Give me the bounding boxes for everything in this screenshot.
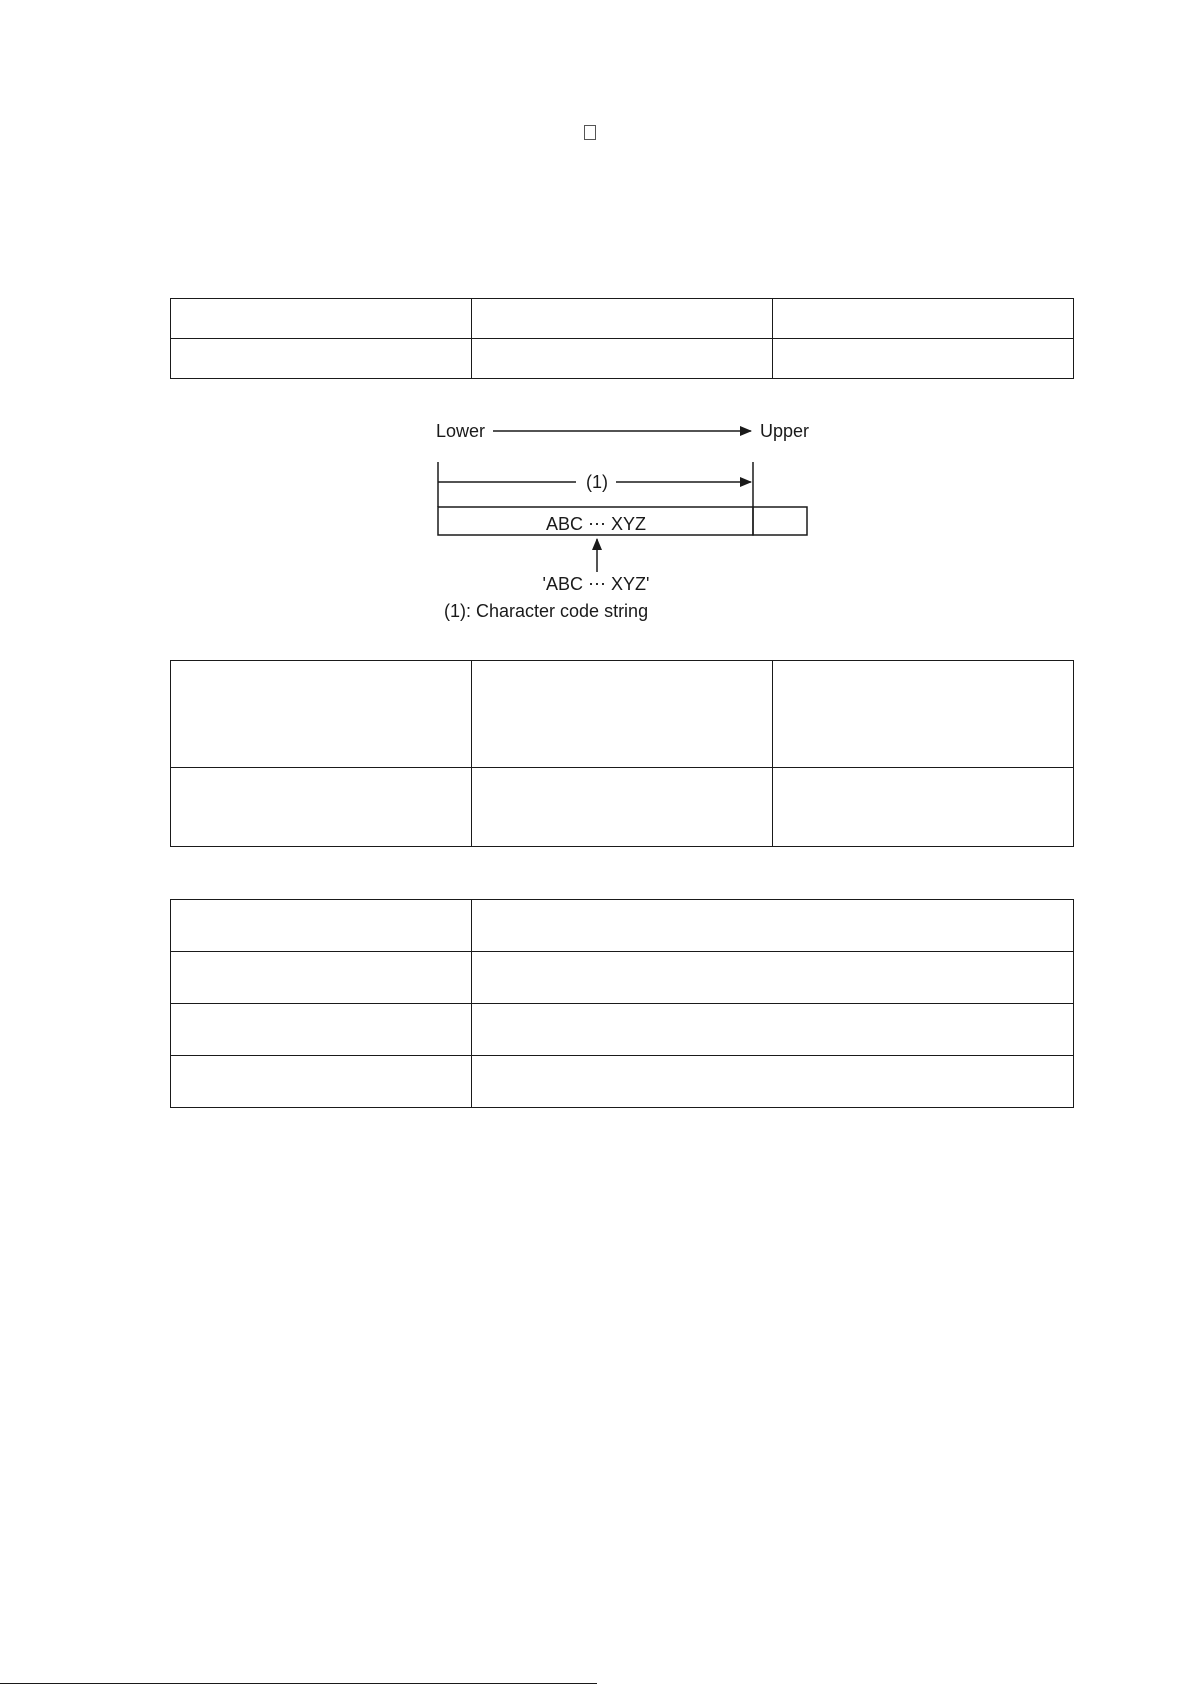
- table-cell: [171, 1056, 472, 1108]
- table-cell: [171, 299, 472, 339]
- table-cell: [773, 661, 1074, 768]
- table-cell: [472, 768, 773, 847]
- table-2: [170, 660, 1074, 847]
- table-cell: [171, 900, 472, 952]
- upper-label: Upper: [760, 421, 810, 441]
- table-cell: [472, 952, 1074, 1004]
- string-cell-text: ABC ⋯ XYZ: [545, 514, 647, 534]
- table-row: [171, 952, 1074, 1004]
- string-cell: [438, 507, 753, 535]
- table-row: [171, 1056, 1074, 1108]
- table-cell: [472, 661, 773, 768]
- diagram-legend: (1): Character code string: [444, 601, 649, 621]
- missing-glyph-icon: [584, 125, 596, 140]
- table-row: [171, 299, 1074, 339]
- table-cell: [773, 339, 1074, 379]
- table-3: [170, 899, 1074, 1108]
- table-cell: [171, 952, 472, 1004]
- range-label: (1): [586, 472, 608, 492]
- table-cell: [472, 900, 1074, 952]
- lower-label: Lower: [436, 421, 486, 441]
- table-cell: [472, 1056, 1074, 1108]
- table-row: [171, 661, 1074, 768]
- table-cell: [171, 768, 472, 847]
- table-row: [171, 768, 1074, 847]
- table-cell: [773, 768, 1074, 847]
- table-cell: [171, 339, 472, 379]
- table-cell: [472, 299, 773, 339]
- table-row: [171, 339, 1074, 379]
- table-cell: [472, 1004, 1074, 1056]
- table-row: [171, 1004, 1074, 1056]
- terminator-cell: [753, 507, 807, 535]
- pointer-label: 'ABC ⋯ XYZ': [542, 574, 650, 594]
- table-cell: [171, 661, 472, 768]
- table-cell: [472, 339, 773, 379]
- table-cell: [171, 1004, 472, 1056]
- footer-rule: [0, 1683, 597, 1684]
- table-cell: [773, 299, 1074, 339]
- table-1: [170, 298, 1074, 379]
- table-row: [171, 900, 1074, 952]
